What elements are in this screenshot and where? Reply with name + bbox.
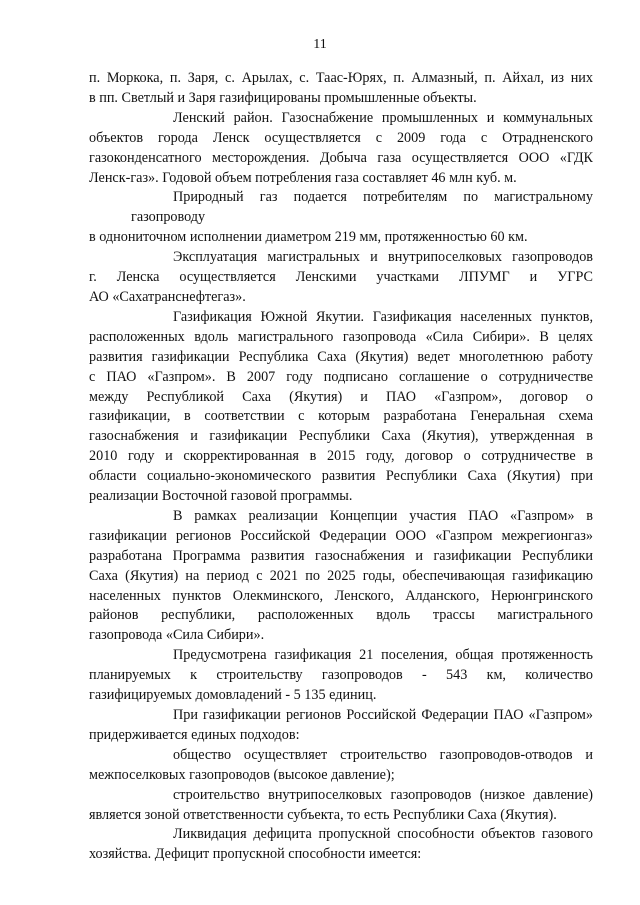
- text-line: Природный газ подается потребителям по магистральному газопроводу: [131, 189, 593, 226]
- text-line: газопровода «Сила Сибири».: [89, 627, 265, 644]
- text-line: Предусмотрена газификация 21 поселения, общая протяженность: [173, 647, 593, 664]
- text-line: в пп. Светлый и Заря газифицированы промышленные объекты.: [89, 89, 477, 106]
- text-line: Саха (Якутия) на период с 2021 по 2025 годы, обеспечивающая газификацию: [89, 567, 593, 584]
- paragraph: [89, 825, 593, 865]
- paragraph: [89, 188, 593, 248]
- text-line: населенных пунктов Олекминского, Ленского, Алданского, Нерюнгринского: [89, 587, 593, 604]
- paragraph: [89, 646, 593, 706]
- text-line: области социально-экономического развития Республики Саха (Якутия) при: [89, 468, 593, 485]
- paragraph: [89, 507, 593, 646]
- paragraph: [89, 248, 593, 308]
- text-line: объектов города Ленск осуществляется с 2009 года с Отрадненского: [89, 129, 593, 146]
- page-number: 11: [313, 37, 327, 52]
- text-line: Ликвидация дефицита пропускной способности объектов газового: [173, 826, 593, 843]
- text-line: с ПАО «Газпром». В 2007 году подписано соглашение о сотрудничестве: [89, 368, 593, 385]
- paragraph: [89, 786, 593, 826]
- text-line: расположенных вдоль магистрального газопровода «Сила Сибири». В целях: [89, 328, 593, 345]
- paragraph: [89, 706, 593, 746]
- text-line: газификации, в соответствии с которым разработана Генеральная схема: [89, 408, 593, 425]
- text-line: 2010 году и скорректированная в 2015 году, договор о сотрудничестве в: [89, 448, 593, 465]
- text-line: хозяйства. Дефицит пропускной способности имеется:: [89, 846, 422, 863]
- paragraph: [89, 69, 593, 109]
- text-line: Газификация Южной Якутии. Газификация населенных пунктов,: [173, 308, 593, 325]
- text-line: АО «Сахатранснефтегаз».: [89, 288, 246, 305]
- text-line: в однониточном исполнении диаметром 219 мм, протяженностью 60 км.: [89, 229, 528, 246]
- text-line: является зоной ответственности субъекта, то есть Республики Саха (Якутия).: [89, 806, 557, 823]
- text-line: придерживается единых подходов:: [89, 726, 300, 743]
- text-line: реализации Восточной газовой программы.: [89, 488, 353, 505]
- text-line: разработана Программа развития газоснабжения и газификации Республики: [89, 547, 593, 564]
- text-line: газоснабжения и газификации Республики Саха (Якутия), утвержденная в: [89, 428, 593, 445]
- text-line: строительство внутрипоселковых газопроводов (низкое давление): [173, 786, 593, 803]
- text-line: При газификации регионов Российской Федерации ПАО «Газпром»: [173, 707, 593, 723]
- body-text: [89, 69, 593, 865]
- text-line: районов республики, расположенных вдоль трассы магистрального: [89, 607, 593, 624]
- text-line: газоконденсатного месторождения. Добыча газа осуществляется ООО «ГДК: [89, 149, 593, 166]
- text-line: В рамках реализации Концепции участия ПАО «Газпром» в: [173, 507, 593, 524]
- paragraph: [89, 109, 593, 189]
- text-line: Ленск-газ». Годовой объем потребления газа составляет 46 млн куб. м.: [89, 169, 517, 186]
- text-line: общество осуществляет строительство газопроводов-отводов и: [173, 746, 593, 763]
- text-line: развития газификации Республика Саха (Якутия) ведет многолетнюю работу: [89, 348, 593, 365]
- text-line: Эксплуатация магистральных и внутрипоселковых газопроводов: [173, 249, 593, 266]
- text-line: межпоселковых газопроводов (высокое давление);: [89, 766, 395, 783]
- text-line: г. Ленска осуществляется Ленскими участками ЛПУМГ и УГРС: [89, 269, 593, 286]
- paragraph: [89, 746, 593, 786]
- text-line: между Республикой Саха (Якутия) и ПАО «Газпром», договор о: [89, 388, 593, 405]
- text-line: Ленский район. Газоснабжение промышленных и коммунальных: [173, 109, 593, 126]
- text-line: планируемых к строительству газопроводов - 543 км, количество: [89, 667, 593, 684]
- text-line: газификации регионов Российской Федерации ООО «Газпром межрегионгаз»: [89, 527, 593, 544]
- text-line: п. Моркока, п. Заря, с. Арылах, с. Таас-Юрях, п. Алмазный, п. Айхал, из них: [89, 70, 593, 86]
- paragraph: [89, 308, 593, 507]
- text-line: газифицируемых домовладений - 5 135 единиц.: [89, 687, 377, 704]
